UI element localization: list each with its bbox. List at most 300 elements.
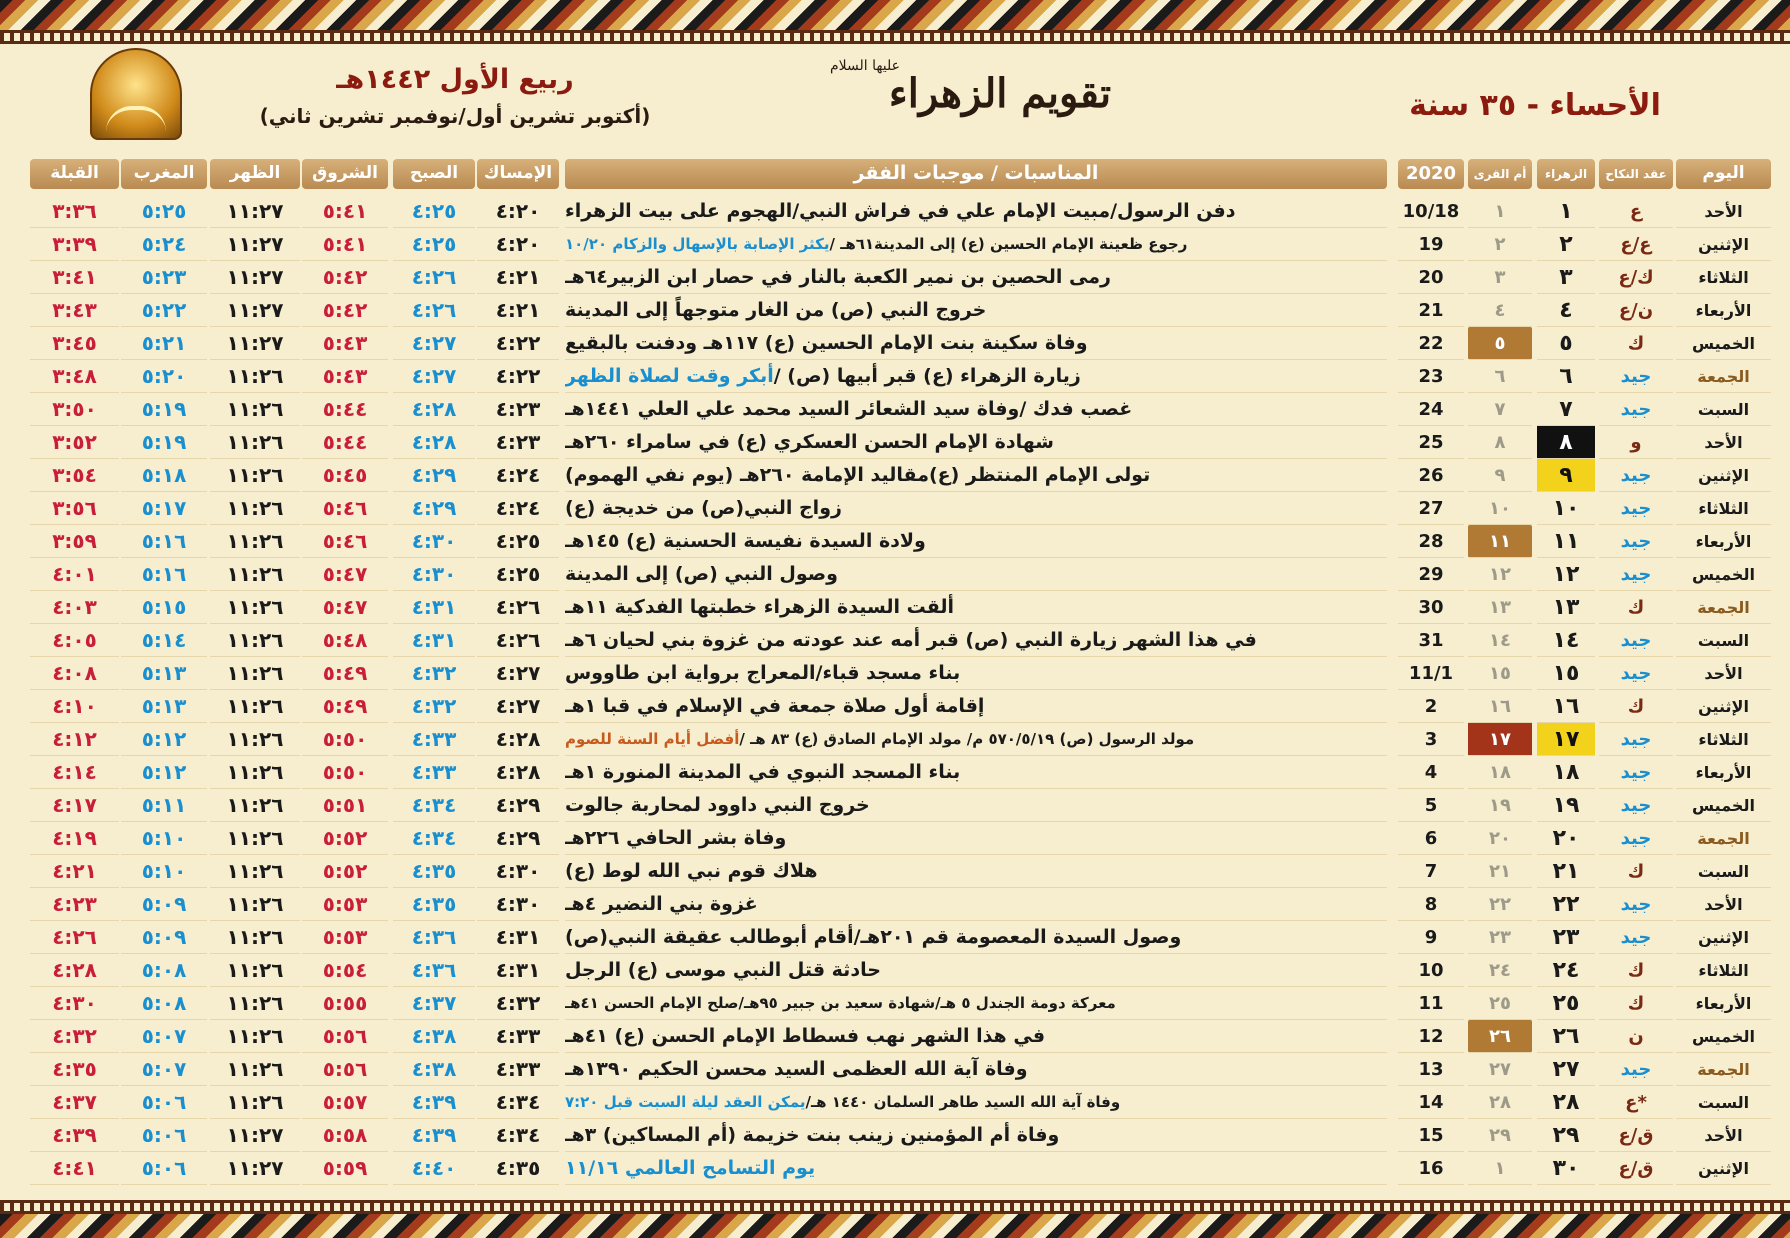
table-row [0,228,1790,261]
logo-arc [106,106,166,132]
dhuhr-time: ١١:٢٦ [210,1020,300,1053]
zahra-date: ٢٢ [1537,888,1595,921]
maghrib-time: ٥:٢١ [121,327,207,360]
fajr-time: ٤:٣٦ [393,954,475,987]
imsak-time: ٤:٢٧ [477,657,559,690]
day-name: السبت [1676,624,1771,657]
shuruq-time: ٥:٤٨ [302,624,388,657]
shuruq-time: ٥:٤٢ [302,294,388,327]
day-name: الأحد [1676,657,1771,690]
aqd-status: جيد [1599,756,1673,789]
aqd-status: جيد [1599,459,1673,492]
aqd-status: ك [1599,690,1673,723]
qibla-time: ٣:٤٣ [30,294,119,327]
maghrib-time: ٥:١١ [121,789,207,822]
zahra-date: ٧ [1537,393,1595,426]
umm-alqura-date: ١٦ [1468,690,1532,723]
imsak-time: ٤:٢٤ [477,459,559,492]
region-label: الأحساء - ٣٥ سنة [1409,88,1661,123]
table-row [0,822,1790,855]
fajr-time: ٤:٣١ [393,591,475,624]
imsak-time: ٤:٢١ [477,294,559,327]
shuruq-time: ٥:٥٦ [302,1020,388,1053]
event-main: في هذا الشهر زيارة النبي (ص) قبر أمه عند عودته من غزوة بني لحيان ٦هـ [565,629,1257,651]
event-text [565,855,1387,888]
event-main: غصب فدك /وفاة سيد الشعائر السيد محمد علي العلي ١٤٤١هـ [565,398,1133,420]
day-name: الثلاثاء [1676,492,1771,525]
dhuhr-time: ١١:٢٦ [210,888,300,921]
gregorian-date: 15 [1398,1119,1464,1152]
zahra-date: ١٥ [1537,657,1595,690]
dhuhr-time: ١١:٢٦ [210,525,300,558]
shuruq-time: ٥:٤١ [302,195,388,228]
event-main: ولادة السيدة نفيسة الحسنية (ع) ١٤٥هـ [565,530,926,552]
fajr-time: ٤:٢٨ [393,393,475,426]
zahra-date: ٢٤ [1537,954,1595,987]
umm-alqura-date: ١٩ [1468,789,1532,822]
shuruq-time: ٥:٤٩ [302,690,388,723]
umm-alqura-date: ١٥ [1468,657,1532,690]
day-name: السبت [1676,855,1771,888]
dhuhr-time: ١١:٢٦ [210,492,300,525]
zahra-date: ٩ [1537,459,1595,492]
fajr-time: ٤:٣٣ [393,756,475,789]
table-row [0,294,1790,327]
maghrib-time: ٥:٠٧ [121,1020,207,1053]
fajr-time: ٤:٢٦ [393,261,475,294]
maghrib-time: ٥:٠٦ [121,1119,207,1152]
event-main: تولى الإمام المنتظر (ع)مقاليد الإمامة ٢٦٠هـ (يوم نفي الهموم) [565,464,1151,486]
event-main: وصول النبي (ص) إلى المدينة [565,563,838,585]
qibla-time: ٤:١٤ [30,756,119,789]
aqd-status: جيد [1599,492,1673,525]
imsak-time: ٤:٢٦ [477,591,559,624]
imsak-time: ٤:٢٨ [477,723,559,756]
table-row [0,1119,1790,1152]
fajr-time: ٤:٤٠ [393,1152,475,1185]
fajr-time: ٤:٣٥ [393,855,475,888]
table-row [0,492,1790,525]
event-main: رمى الحصين بن نمير الكعبة بالنار في حصار ابن الزبير٦٤هـ [565,266,1111,288]
dhuhr-time: ١١:٢٦ [210,558,300,591]
event-text [565,327,1387,360]
hijri-month: ربيع الأول ١٤٤٢هـ [336,64,574,95]
imsak-time: ٤:٣٣ [477,1020,559,1053]
table-row [0,723,1790,756]
maghrib-time: ٥:١٣ [121,657,207,690]
qibla-time: ٤:١٠ [30,690,119,723]
gregorian-date: 29 [1398,558,1464,591]
day-name: الخميس [1676,1020,1771,1053]
dhuhr-time: ١١:٢٦ [210,987,300,1020]
zahra-date: ٥ [1537,327,1595,360]
maghrib-time: ٥:١٦ [121,525,207,558]
aqd-status: ك [1599,855,1673,888]
gregorian-date: 4 [1398,756,1464,789]
day-name: الجمعة [1676,360,1771,393]
zahra-date: ٢٨ [1537,1086,1595,1119]
qibla-time: ٣:٣٩ [30,228,119,261]
shuruq-time: ٥:٥٤ [302,954,388,987]
shuruq-time: ٥:٥٨ [302,1119,388,1152]
aqd-status: ع* [1599,1086,1673,1119]
imsak-time: ٤:٢٥ [477,558,559,591]
umm-alqura-date: ١ [1468,1152,1532,1185]
qibla-time: ٤:٣٥ [30,1053,119,1086]
event-main: هلاك قوم نبي الله لوط (ع) [565,860,818,882]
day-name: الأحد [1676,888,1771,921]
imsak-time: ٤:٣٣ [477,1053,559,1086]
qibla-time: ٤:١٩ [30,822,119,855]
umm-alqura-date: ١٠ [1468,492,1532,525]
maghrib-time: ٥:٢٢ [121,294,207,327]
day-name: الإثنين [1676,228,1771,261]
maghrib-time: ٥:٠٦ [121,1086,207,1119]
event-text [565,459,1387,492]
gregorian-date: 6 [1398,822,1464,855]
day-name: الإثنين [1676,690,1771,723]
zahra-date: ١٢ [1537,558,1595,591]
umm-alqura-date: ٢٤ [1468,954,1532,987]
shuruq-time: ٥:٤٢ [302,261,388,294]
zahra-date: ١٦ [1537,690,1595,723]
imsak-time: ٤:٢٨ [477,756,559,789]
gregorian-date: 25 [1398,426,1464,459]
shuruq-time: ٥:٥١ [302,789,388,822]
maghrib-time: ٥:١٠ [121,855,207,888]
event-main: غزوة بني النضير ٤هـ [565,893,758,915]
fajr-time: ٤:٣٩ [393,1086,475,1119]
umm-alqura-date: ٢ [1468,228,1532,261]
day-name: الأحد [1676,426,1771,459]
umm-alqura-date: ١٤ [1468,624,1532,657]
dhuhr-time: ١١:٢٧ [210,1152,300,1185]
qibla-time: ٤:٣٧ [30,1086,119,1119]
gregorian-months: (أكتوبر تشرين أول/نوفمبر تشرين ثاني) [259,104,651,128]
shuruq-time: ٥:٥٩ [302,1152,388,1185]
umm-alqura-date: ١٧ [1468,723,1532,756]
gregorian-date: 28 [1398,525,1464,558]
dhuhr-time: ١١:٢٧ [210,294,300,327]
maghrib-time: ٥:١٤ [121,624,207,657]
imsak-time: ٤:٣٤ [477,1086,559,1119]
maghrib-time: ٥:٠٨ [121,954,207,987]
fajr-time: ٤:٣٠ [393,558,475,591]
maghrib-time: ٥:٠٩ [121,888,207,921]
top-ornament-band [0,0,1790,30]
umm-alqura-date: ٩ [1468,459,1532,492]
fajr-time: ٤:٢٩ [393,459,475,492]
event-main: في هذا الشهر نهب فسطاط الإمام الحسن (ع) ٤١هـ [565,1025,1046,1047]
table-row [0,360,1790,393]
day-name: الإثنين [1676,1152,1771,1185]
imsak-time: ٤:٣٤ [477,1119,559,1152]
qibla-time: ٣:٥٩ [30,525,119,558]
fajr-time: ٤:٣٣ [393,723,475,756]
gregorian-date: 11/1 [1398,657,1464,690]
table-row [0,690,1790,723]
dhuhr-time: ١١:٢٦ [210,954,300,987]
dhuhr-time: ١١:٢٦ [210,459,300,492]
dhuhr-time: ١١:٢٦ [210,393,300,426]
dhuhr-time: ١١:٢٧ [210,228,300,261]
event-text [565,789,1387,822]
event-main: معركة دومة الجندل ٥ هـ/شهادة سعيد بن جبير ٩٥هـ/صلح الإمام الحسن ٤١هـ [565,994,1116,1012]
qibla-time: ٣:٥٤ [30,459,119,492]
event-main: بناء المسجد النبوي في المدينة المنورة ١هـ [565,761,961,783]
maghrib-time: ٥:٢٤ [121,228,207,261]
event-text [565,624,1387,657]
gregorian-date: 19 [1398,228,1464,261]
shuruq-time: ٥:٥٢ [302,822,388,855]
imsak-time: ٤:٢٢ [477,327,559,360]
gregorian-date: 13 [1398,1053,1464,1086]
gregorian-date: 31 [1398,624,1464,657]
table-row [0,1020,1790,1053]
dhuhr-time: ١١:٢٦ [210,657,300,690]
event-main: زيارة الزهراء (ع) قبر أبيها (ص) / [773,365,1081,387]
event-text [565,393,1387,426]
shuruq-time: ٥:٤٣ [302,327,388,360]
table-row [0,855,1790,888]
qibla-time: ٤:٢٣ [30,888,119,921]
gregorian-date: 10/18 [1398,195,1464,228]
gregorian-date: 11 [1398,987,1464,1020]
maghrib-time: ٥:١٩ [121,426,207,459]
zahra-date: ٢٥ [1537,987,1595,1020]
qibla-time: ٣:٤١ [30,261,119,294]
day-name: الأحد [1676,1119,1771,1152]
aqd-status: ك [1599,954,1673,987]
imsak-time: ٤:٢٤ [477,492,559,525]
qibla-time: ٤:٠٥ [30,624,119,657]
imsak-time: ٤:٣١ [477,954,559,987]
shuruq-time: ٥:٤٤ [302,393,388,426]
aqd-status: ك [1599,327,1673,360]
event-text [565,1053,1387,1086]
shuruq-time: ٥:٤٦ [302,492,388,525]
aqd-status: ن/ع [1599,294,1673,327]
maghrib-time: ٥:٠٩ [121,921,207,954]
imsak-time: ٤:٣٠ [477,855,559,888]
zahra-date: ٤ [1537,294,1595,327]
qibla-time: ٤:٠١ [30,558,119,591]
gregorian-date: 12 [1398,1020,1464,1053]
dhuhr-time: ١١:٢٧ [210,195,300,228]
top-rail [0,30,1790,44]
umm-alqura-date: ١١ [1468,525,1532,558]
table-row [0,195,1790,228]
table-row [0,1152,1790,1185]
zahra-date: ٣٠ [1537,1152,1595,1185]
umm-alqura-date: ١ [1468,195,1532,228]
qibla-time: ٤:٠٨ [30,657,119,690]
umm-alqura-date: ٢١ [1468,855,1532,888]
dhuhr-time: ١١:٢٦ [210,426,300,459]
dhuhr-time: ١١:٢٦ [210,723,300,756]
qibla-time: ٤:٢١ [30,855,119,888]
shuruq-time: ٥:٤١ [302,228,388,261]
imsak-time: ٤:٢٢ [477,360,559,393]
shuruq-time: ٥:٤٣ [302,360,388,393]
day-name: الجمعة [1676,1053,1771,1086]
event-text [565,525,1387,558]
imsak-time: ٤:٢٣ [477,426,559,459]
zahra-date: ١٨ [1537,756,1595,789]
gregorian-date: 23 [1398,360,1464,393]
event-text [565,690,1387,723]
imsak-time: ٤:٣٢ [477,987,559,1020]
dhuhr-time: ١١:٢٦ [210,360,300,393]
day-name: الجمعة [1676,822,1771,855]
event-text [565,723,1387,756]
umm-alqura-date: ١٢ [1468,558,1532,591]
gregorian-date: 30 [1398,591,1464,624]
day-name: الأربعاء [1676,987,1771,1020]
col-dhuhr: الظهر [210,159,300,189]
table-row [0,756,1790,789]
shuruq-time: ٥:٥٥ [302,987,388,1020]
qibla-time: ٣:٤٨ [30,360,119,393]
shuruq-time: ٥:٤٤ [302,426,388,459]
event-text [565,558,1387,591]
event-note: أفضل أيام السنة للصوم [565,730,740,748]
col-maghrib: المغرب [121,159,207,189]
umm-alqura-date: ٢٨ [1468,1086,1532,1119]
umm-alqura-date: ٢٢ [1468,888,1532,921]
bottom-rail [0,1200,1790,1214]
event-main: وفاة آية الله العظمى السيد محسن الحكيم ١٣٩٠هـ [565,1058,1028,1080]
event-main: وفاة آية الله السيد طاهر السلمان ١٤٤٠ هـ/ [805,1093,1121,1111]
blessing-text: عليها السلام [829,58,901,74]
zahra-date: ٢١ [1537,855,1595,888]
event-text [565,1152,1387,1185]
dhuhr-time: ١١:٢٦ [210,1053,300,1086]
event-text [565,1119,1387,1152]
col-umm-alqura: أم القرى [1468,159,1532,189]
zahra-date: ١ [1537,195,1595,228]
calendar-title: تقويم الزهراء [888,70,1112,117]
table-row [0,657,1790,690]
table-row [0,459,1790,492]
day-name: الثلاثاء [1676,954,1771,987]
umm-alqura-date: ٢٩ [1468,1119,1532,1152]
dhuhr-time: ١١:٢٦ [210,624,300,657]
shuruq-time: ٥:٥٠ [302,723,388,756]
aqd-status: ن [1599,1020,1673,1053]
day-name: الخميس [1676,558,1771,591]
fajr-time: ٤:٢٦ [393,294,475,327]
event-main: زواج النبي(ص) من خديجة (ع) [565,497,842,519]
table-row [0,261,1790,294]
event-main: شهادة الإمام الحسن العسكري (ع) في سامراء ٢٦٠هـ [565,431,1054,453]
shuruq-time: ٥:٥٧ [302,1086,388,1119]
event-text [565,888,1387,921]
qibla-time: ٣:٤٥ [30,327,119,360]
col-year: 2020 [1398,159,1464,189]
col-day: اليوم [1676,159,1771,189]
aqd-status: جيد [1599,723,1673,756]
fajr-time: ٤:٣١ [393,624,475,657]
event-text [565,426,1387,459]
gregorian-date: 24 [1398,393,1464,426]
zahra-date: ٢٦ [1537,1020,1595,1053]
umm-alqura-date: ٢٣ [1468,921,1532,954]
imsak-time: ٤:٢٠ [477,228,559,261]
gregorian-date: 21 [1398,294,1464,327]
maghrib-time: ٥:١٦ [121,558,207,591]
dhuhr-time: ١١:٢٦ [210,921,300,954]
umm-alqura-date: ٧ [1468,393,1532,426]
umm-alqura-date: ١٨ [1468,756,1532,789]
fajr-time: ٤:٢٥ [393,228,475,261]
event-text [565,1020,1387,1053]
umm-alqura-date: ١٣ [1468,591,1532,624]
fajr-time: ٤:٣٩ [393,1119,475,1152]
fajr-time: ٤:٢٧ [393,360,475,393]
event-main: رجوع ظعينة الإمام الحسين (ع) إلى المدينة٦١هـ / [829,235,1188,253]
zahra-date: ١٩ [1537,789,1595,822]
imsak-time: ٤:٢٩ [477,789,559,822]
qibla-time: ٣:٥٠ [30,393,119,426]
event-main: خروج النبي داوود لمحاربة جالوت [565,794,870,816]
table-row [0,426,1790,459]
dhuhr-time: ١١:٢٦ [210,789,300,822]
gregorian-date: 14 [1398,1086,1464,1119]
gregorian-date: 22 [1398,327,1464,360]
fajr-time: ٤:٣٨ [393,1053,475,1086]
day-name: الأربعاء [1676,525,1771,558]
event-text [565,360,1387,393]
event-text [565,756,1387,789]
shuruq-time: ٥:٥٣ [302,888,388,921]
aqd-status: ق/ع [1599,1152,1673,1185]
aqd-status: جيد [1599,789,1673,822]
fajr-time: ٤:٣٧ [393,987,475,1020]
table-row [0,921,1790,954]
umm-alqura-date: ٣ [1468,261,1532,294]
fajr-time: ٤:٣٠ [393,525,475,558]
zahra-date: ١١ [1537,525,1595,558]
event-note: يوم التسامح العالمي ١١/١٦ [565,1157,816,1179]
day-name: الإثنين [1676,459,1771,492]
event-main: إقامة أول صلاة جمعة في الإسلام في قبا ١هـ [565,695,985,717]
umm-alqura-date: ٢٠ [1468,822,1532,855]
aqd-status: ع [1599,195,1673,228]
col-events: المناسبات / موجبات الفقر [565,159,1387,189]
col-aqd: عقد النكاح [1599,159,1673,189]
event-text [565,921,1387,954]
event-main: ألقت السيدة الزهراء خطبتها الفدكية ١١هـ [565,596,955,618]
maghrib-time: ٥:٢٠ [121,360,207,393]
event-text [565,591,1387,624]
fajr-time: ٤:٢٨ [393,426,475,459]
event-note: أبكر وقت لصلاة الظهر [565,365,774,387]
table-row [0,888,1790,921]
day-name: السبت [1676,1086,1771,1119]
imsak-time: ٤:٣٥ [477,1152,559,1185]
fajr-time: ٤:٣٤ [393,789,475,822]
imsak-time: ٤:٣١ [477,921,559,954]
table-row [0,1086,1790,1119]
gregorian-date: 2 [1398,690,1464,723]
umm-alqura-date: ٢٦ [1468,1020,1532,1053]
shuruq-time: ٥:٤٧ [302,558,388,591]
table-row [0,591,1790,624]
umm-alqura-date: ٢٧ [1468,1053,1532,1086]
table-row [0,525,1790,558]
umm-alqura-date: ٤ [1468,294,1532,327]
